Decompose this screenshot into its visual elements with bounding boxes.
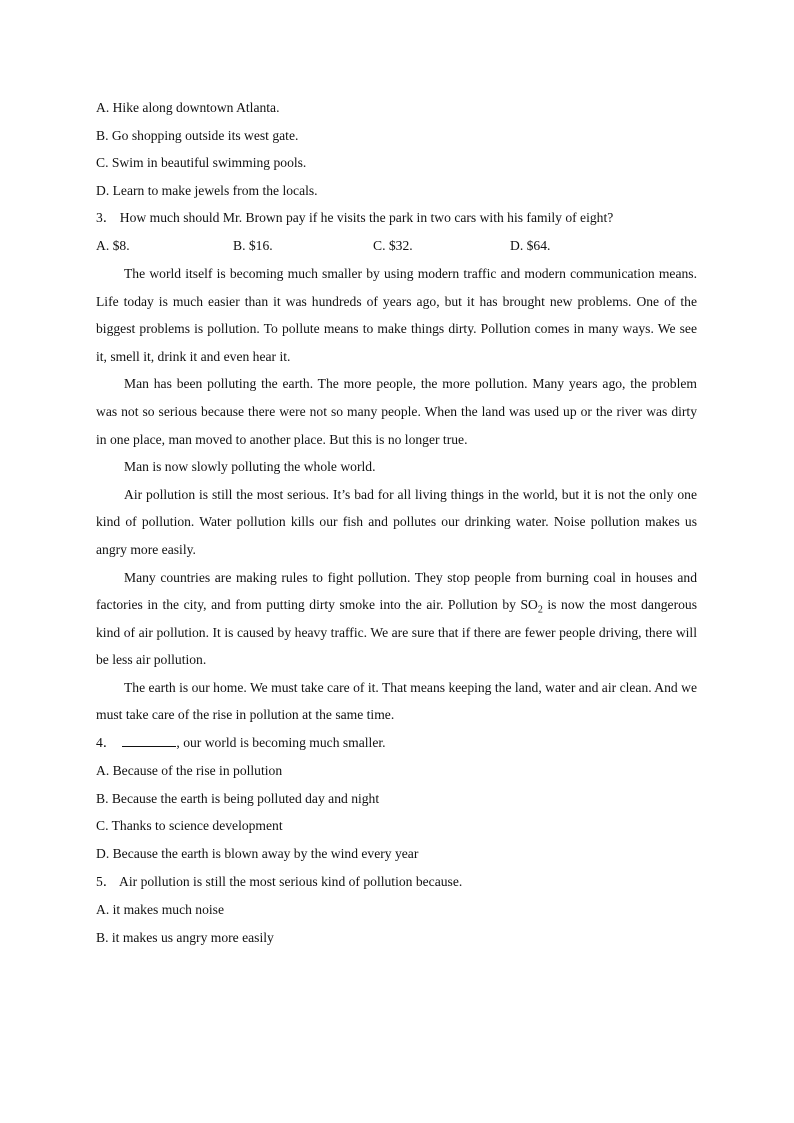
q4-option-d: D. Because the earth is blown away by the wind every year [96,846,419,862]
passage-paragraph-4: Air pollution is still the most serious. It’s bad for all living things in the world, but it is not the only one kind of pollution. Water pollution kills our fish and pollutes our drinking water. Noise pollution makes us angry more easily. [96,486,697,557]
q5-stem [96,868,697,896]
document-page [96,94,697,951]
q2-option-a: A. Hike along downtown Atlanta. [96,100,280,115]
passage-paragraph-6: The earth is our home. We must take care of it. That means keeping the land, water and air clean. And we must take care of the rise in pollution at the same time. [96,679,697,723]
q5-stem-text: Air pollution is still the most serious kind of pollution because. [119,874,463,890]
q3-option-b: B. $16. [233,237,273,253]
q3-stem-text: How much should Mr. Brown pay if he visits the park in two cars with his family of eight? [119,210,614,226]
q5-option-b: B. it makes us angry more easily [96,929,274,945]
q2-option-b: B. Go shopping outside its west gate. [96,127,299,143]
q2-options [96,94,697,204]
q4-option-b: B. Because the earth is being polluted day and night [96,790,380,806]
q3-option-c: C. $32. [373,237,413,253]
passage-p5-before: Many countries are making rules to fight pollution. They stop people from burning coal in houses and factories in the city, and from putting dirty smoke into the air. Pollution by SO [96,569,697,613]
q4-stem [96,729,697,757]
q4-option-a: A. Because of the rise in pollution [96,762,283,778]
q5-number: 5． [96,874,117,890]
q3-stem [96,204,697,232]
passage-paragraph-3: Man is now slowly polluting the whole world. [124,459,376,475]
passage-paragraph-5 [96,564,697,674]
q4-number: 4． [96,735,117,751]
q4-answer-blank[interactable] [122,733,176,747]
q2-option-d: D. Learn to make jewels from the locals. [96,182,318,198]
passage-paragraph-1: The world itself is becoming much smaller by using modern traffic and modern communication means. Life today is much easier than it was hundreds of years ago, but it has brought new problems. One of the biggest problems is pollution. To pollute means to make things dirty. Pollution comes in many ways. We see it, smell it, drink it and even hear it. [96,265,697,364]
q2-option-c: C. Swim in beautiful swimming pools. [96,155,307,171]
q5-option-a: A. it makes much noise [96,901,224,917]
q4-stem-text: , our world is becoming much smaller. [176,735,386,751]
passage-p5-subscript: 2 [537,604,543,616]
passage-p5-after: is now the most dangerous kind of air pollution. It is caused by heavy traffic. We are sure that if there are fewer people driving, there will be less air pollution. [96,597,697,668]
q3-number: 3． [96,210,117,226]
q3-options [96,232,697,260]
passage-paragraph-2: Man has been polluting the earth. The more people, the more pollution. Many years ago, the problem was not so serious because there were not so many people. When the land was used up or the river was dirty in one place, man moved to another place. But this is no longer true. [96,376,697,447]
q3-option-a: A. $8. [96,237,130,253]
reading-passage [96,260,697,729]
q4-option-c: C. Thanks to science development [96,818,283,834]
q3-option-d: D. $64. [510,237,551,253]
